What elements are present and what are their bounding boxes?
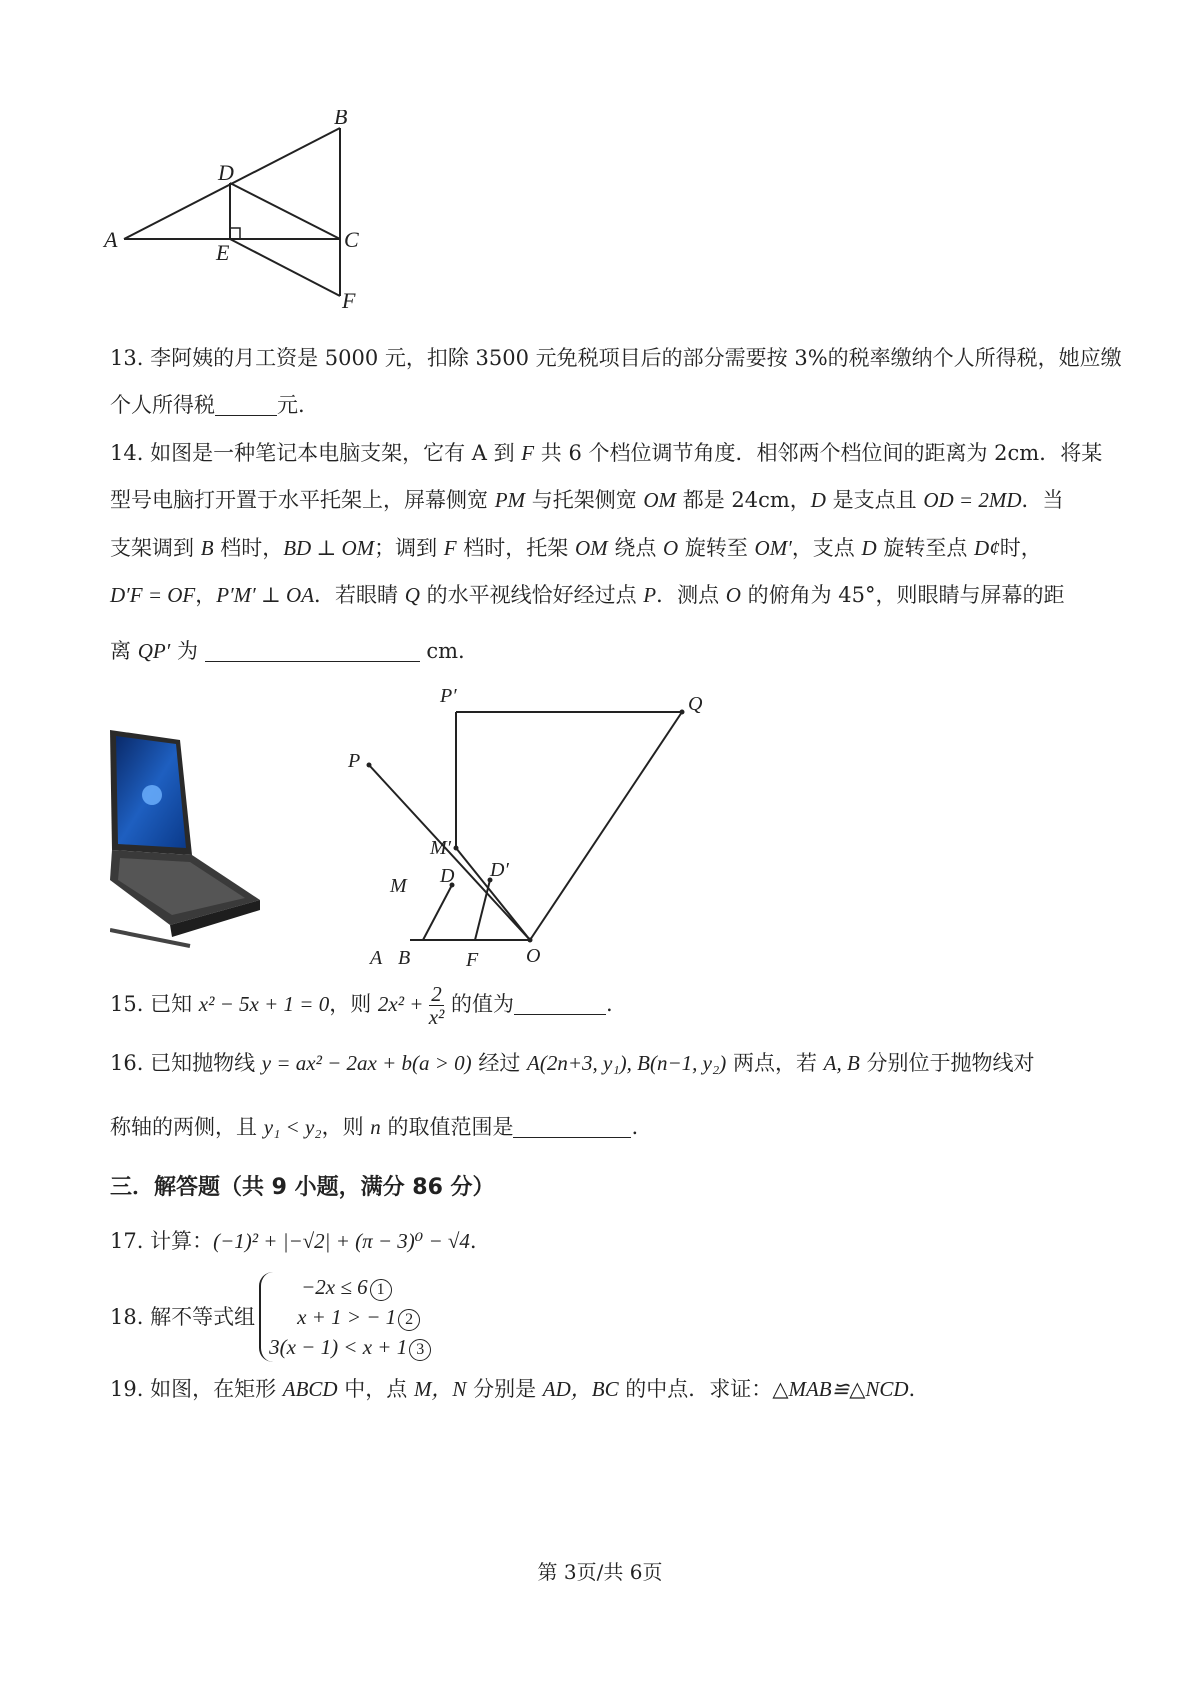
laptop-stand-photo: [110, 730, 275, 950]
question-15: 15. 已知 x² − 5x + 1 = 0，则 2x² + $\frac{2}{\text{x²}}$ 的值为 .: [110, 982, 613, 1029]
label-c: C: [344, 227, 359, 252]
section-heading: 三．解答题（共 9 小题，满分 86 分）: [110, 1175, 495, 1200]
question-14-line-5: 离 QP′ 为 cm.: [110, 639, 465, 663]
answer-blank-13[interactable]: [215, 393, 277, 416]
label-f: F: [342, 288, 356, 310]
stand-diagram: [330, 680, 750, 990]
label-e: E: [216, 240, 230, 265]
question-16-line-2: 称轴的两侧，且 y₁ < y₂，则 n 的取值范围是 .: [110, 1115, 639, 1139]
label-d: D: [218, 160, 234, 185]
fraction: $\frac{2}{\text{x²}}$: [428, 982, 445, 1029]
inequality-system: −2x ≤ 6 1 x + 1 > − 1 2 3(x − 1) < x + 1 3: [259, 1272, 431, 1362]
label-a: A: [104, 227, 118, 252]
label-d-prime: D′: [490, 859, 509, 881]
page-footer: 第 3页/共 6页: [537, 1560, 663, 1584]
question-14-line-4: D′F = OF，P′M′ ⊥ OA．若眼睛 Q 的水平视线恰好经过点 P．测点 O 的俯角为 45°，则眼睛与屏幕的距: [110, 583, 1065, 607]
label-b: B: [398, 947, 411, 969]
question-14-line-3: 支架调到 B 档时，BD ⊥ OM；调到 F 档时，托架 OM 绕点 O 旋转至 OM′，支点 D 旋转至点 D¢时，: [110, 536, 1042, 560]
triangle-figure: [100, 110, 400, 310]
question-17: 17. 计算：(−1)² + |−√2| + (π − 3)⁰ − √4.: [110, 1229, 477, 1253]
label-a: A: [370, 947, 383, 969]
windows-logo-icon: [142, 785, 162, 805]
question-16-line-1: 16. 已知抛物线 y = ax² − 2ax + b(a > 0) 经过 A(2n+3, y₁), B(n−1, y₂) 两点，若 A, B 分别位于抛物线对: [110, 1051, 1035, 1075]
label-p: P: [348, 750, 361, 772]
answer-blank-15[interactable]: [514, 992, 606, 1015]
label-p-prime: P′: [440, 685, 457, 707]
label-o: O: [526, 945, 541, 967]
question-13-line-1: 13. 李阿姨的月工资是 5000 元，扣除 3500 元免税项目后的部分需要按 3%的税率缴纳个人所得税，她应缴: [110, 346, 1122, 370]
question-14-line-1: 14. 如图是一种笔记本电脑支架，它有 A 到 F 共 6 个档位调节角度．相邻两个档位间的距离为 2cm．将某: [110, 441, 1103, 465]
question-18: 18. 解不等式组 −2x ≤ 6 1 x + 1 > − 1 2 3(x − 1) < x + 1 3: [110, 1272, 431, 1362]
label-b: B: [334, 110, 348, 129]
answer-blank-16[interactable]: [513, 1115, 631, 1138]
label-m-prime: M′: [430, 837, 452, 859]
label-d: D: [440, 865, 455, 887]
label-f: F: [466, 949, 479, 971]
question-19: 19. 如图，在矩形 ABCD 中，点 M，N 分别是 AD，BC 的中点．求证：△MAB≌△NCD.: [110, 1377, 916, 1401]
answer-blank-14[interactable]: [205, 639, 420, 662]
label-m: M: [390, 875, 407, 897]
question-13-line-2: 个人所得税 元.: [110, 393, 305, 417]
label-q: Q: [688, 693, 703, 715]
question-14-line-2: 型号电脑打开置于水平托架上，屏幕侧宽 PM 与托架侧宽 OM 都是 24cm，D 是支点且 OD = 2MD．当: [110, 488, 1064, 512]
